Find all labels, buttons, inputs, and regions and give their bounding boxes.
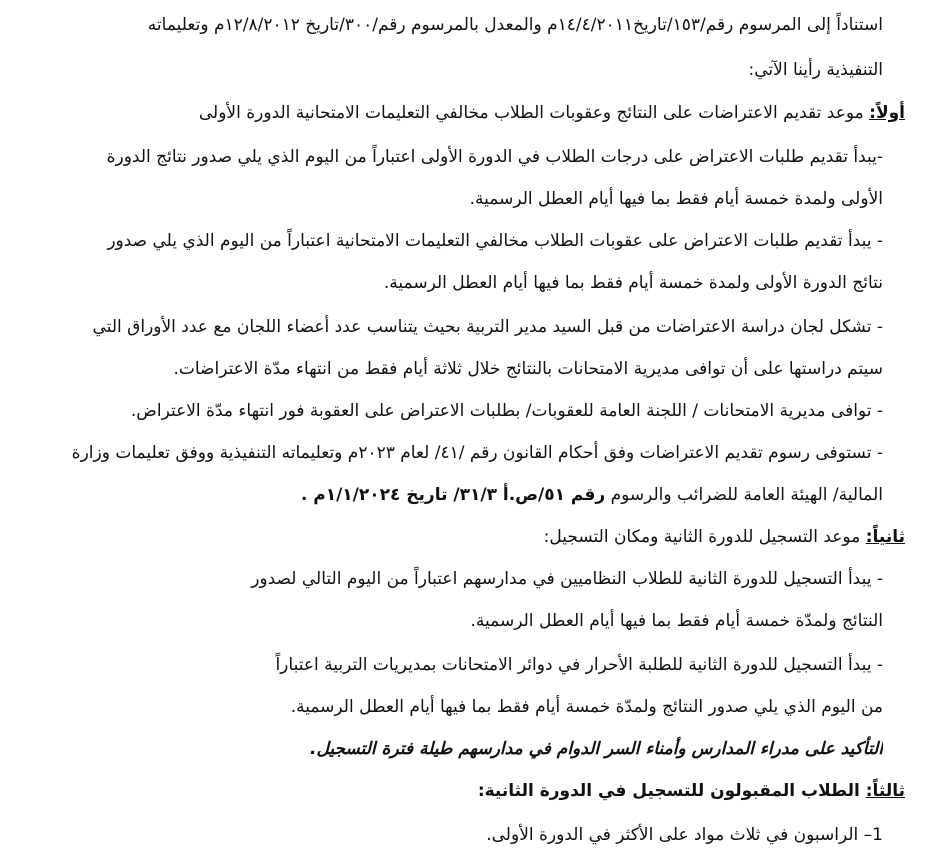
section-2-bullet-1-line-2: النتائج ولمدّة خمسة أيام فقط بما فيها أيام العطل الرسمية. <box>470 611 883 631</box>
intro-line-2: التنفيذية رأينا الآتي: <box>748 60 883 80</box>
section-1-bullet-3-line-2: سيتم دراستها على أن توافى مديرية الامتحانات بالنتائج خلال ثلاثة أيام فقط من انتهاء مدّة الاعتراضات. <box>173 359 883 379</box>
section-1-bullet-2-line-2: نتائج الدورة الأولى ولمدة خمسة أيام فقط بما فيها أيام العطل الرسمية. <box>383 273 883 293</box>
section-1-bullet-4-line-1: - توافى مديرية الامتحانات / اللجنة العامة للعقوبات/ بطلبات الاعتراض على العقوبة فور انتهاء مدّة الاعتراض. <box>130 401 883 421</box>
section-3-item-1: 1– الراسبون في ثلاث مواد على الأكثر في الدورة الأولى. <box>486 825 883 845</box>
decree-reference: رقم ٥١/ص.أ ٣١/٣/ تاريخ ١/١/٢٠٢٤م . <box>300 485 606 505</box>
section-2-bullet-2-line-2: من اليوم الذي يلي صدور النتائج ولمدّة خمسة أيام فقط بما فيها أيام العطل الرسمية. <box>290 697 883 717</box>
section-1-bullet-5-line-2-text: المالية/ الهيئة العامة للضرائب والرسوم <box>605 485 883 505</box>
section-1-bullet-5-line-1: - تستوفى رسوم تقديم الاعتراضات وفق أحكام القانون رقم /٤١/ لعام ٢٠٢٣م وتعليماته التنفيذية ووفق تعليمات وزارة <box>71 443 883 463</box>
section-2-bullet-1-line-1: - يبدأ التسجيل للدورة الثانية للطلاب النظاميين في مدارسهم اعتباراً من اليوم التالي لصدور <box>251 569 883 589</box>
section-2-heading <box>25 524 905 550</box>
section-3-title: الطلاب المقبولون للتسجيل في الدورة الثانية: <box>477 781 866 801</box>
section-1-bullet-3-line-1: - تشكل لجان دراسة الاعتراضات من قبل السيد مدير التربية بحيث يتناسب عدد أعضاء اللجان مع عدد الأوراق التي <box>92 317 883 337</box>
intro-line-1: استناداً إلى المرسوم رقم/١٥٣/تاريخ١٤/٤/٢٠١١م والمعدل بالمرسوم رقم/٣٠٠/تاريخ ١٢/٨/٢٠١٢م وتعليماته <box>147 15 883 35</box>
section-1-title: موعد تقديم الاعتراضات على النتائج وعقوبات الطلاب مخالفي التعليمات الامتحانية الدورة الأولى <box>198 103 870 123</box>
section-3-label: ثالثاً: <box>865 781 905 801</box>
section-1-heading <box>25 100 905 126</box>
section-2-title: موعد التسجيل للدورة الثانية ومكان التسجيل: <box>543 527 866 547</box>
section-2-note: التأكيد على مدراء المدارس وأمناء السر الدوام في مدارسهم طيلة فترة التسجيل. <box>309 739 883 759</box>
section-2-bullet-2-line-1: - يبدأ التسجيل للدورة الثانية للطلبة الأحرار في دوائر الامتحانات بمديريات التربية اعتباراً <box>275 655 883 675</box>
section-2-label: ثانياً: <box>865 527 905 547</box>
section-1-bullet-1-line-1: -يبدأ تقديم طلبات الاعتراض على درجات الطلاب في الدورة الأولى اعتباراً من اليوم الذي يلي صدور نتائج الدورة <box>106 147 883 167</box>
section-1-bullet-2-line-1: - يبدأ تقديم طلبات الاعتراض على عقوبات الطلاب مخالفي التعليمات الامتحانية اعتباراً من اليوم الذي يلي صدور <box>107 231 883 251</box>
section-1-bullet-5-line-2 <box>23 482 883 508</box>
section-1-bullet-1-line-2: الأولى ولمدة خمسة أيام فقط بما فيها أيام العطل الرسمية. <box>469 189 883 209</box>
section-3-heading <box>25 778 905 804</box>
section-1-label: أولاً: <box>869 103 905 123</box>
